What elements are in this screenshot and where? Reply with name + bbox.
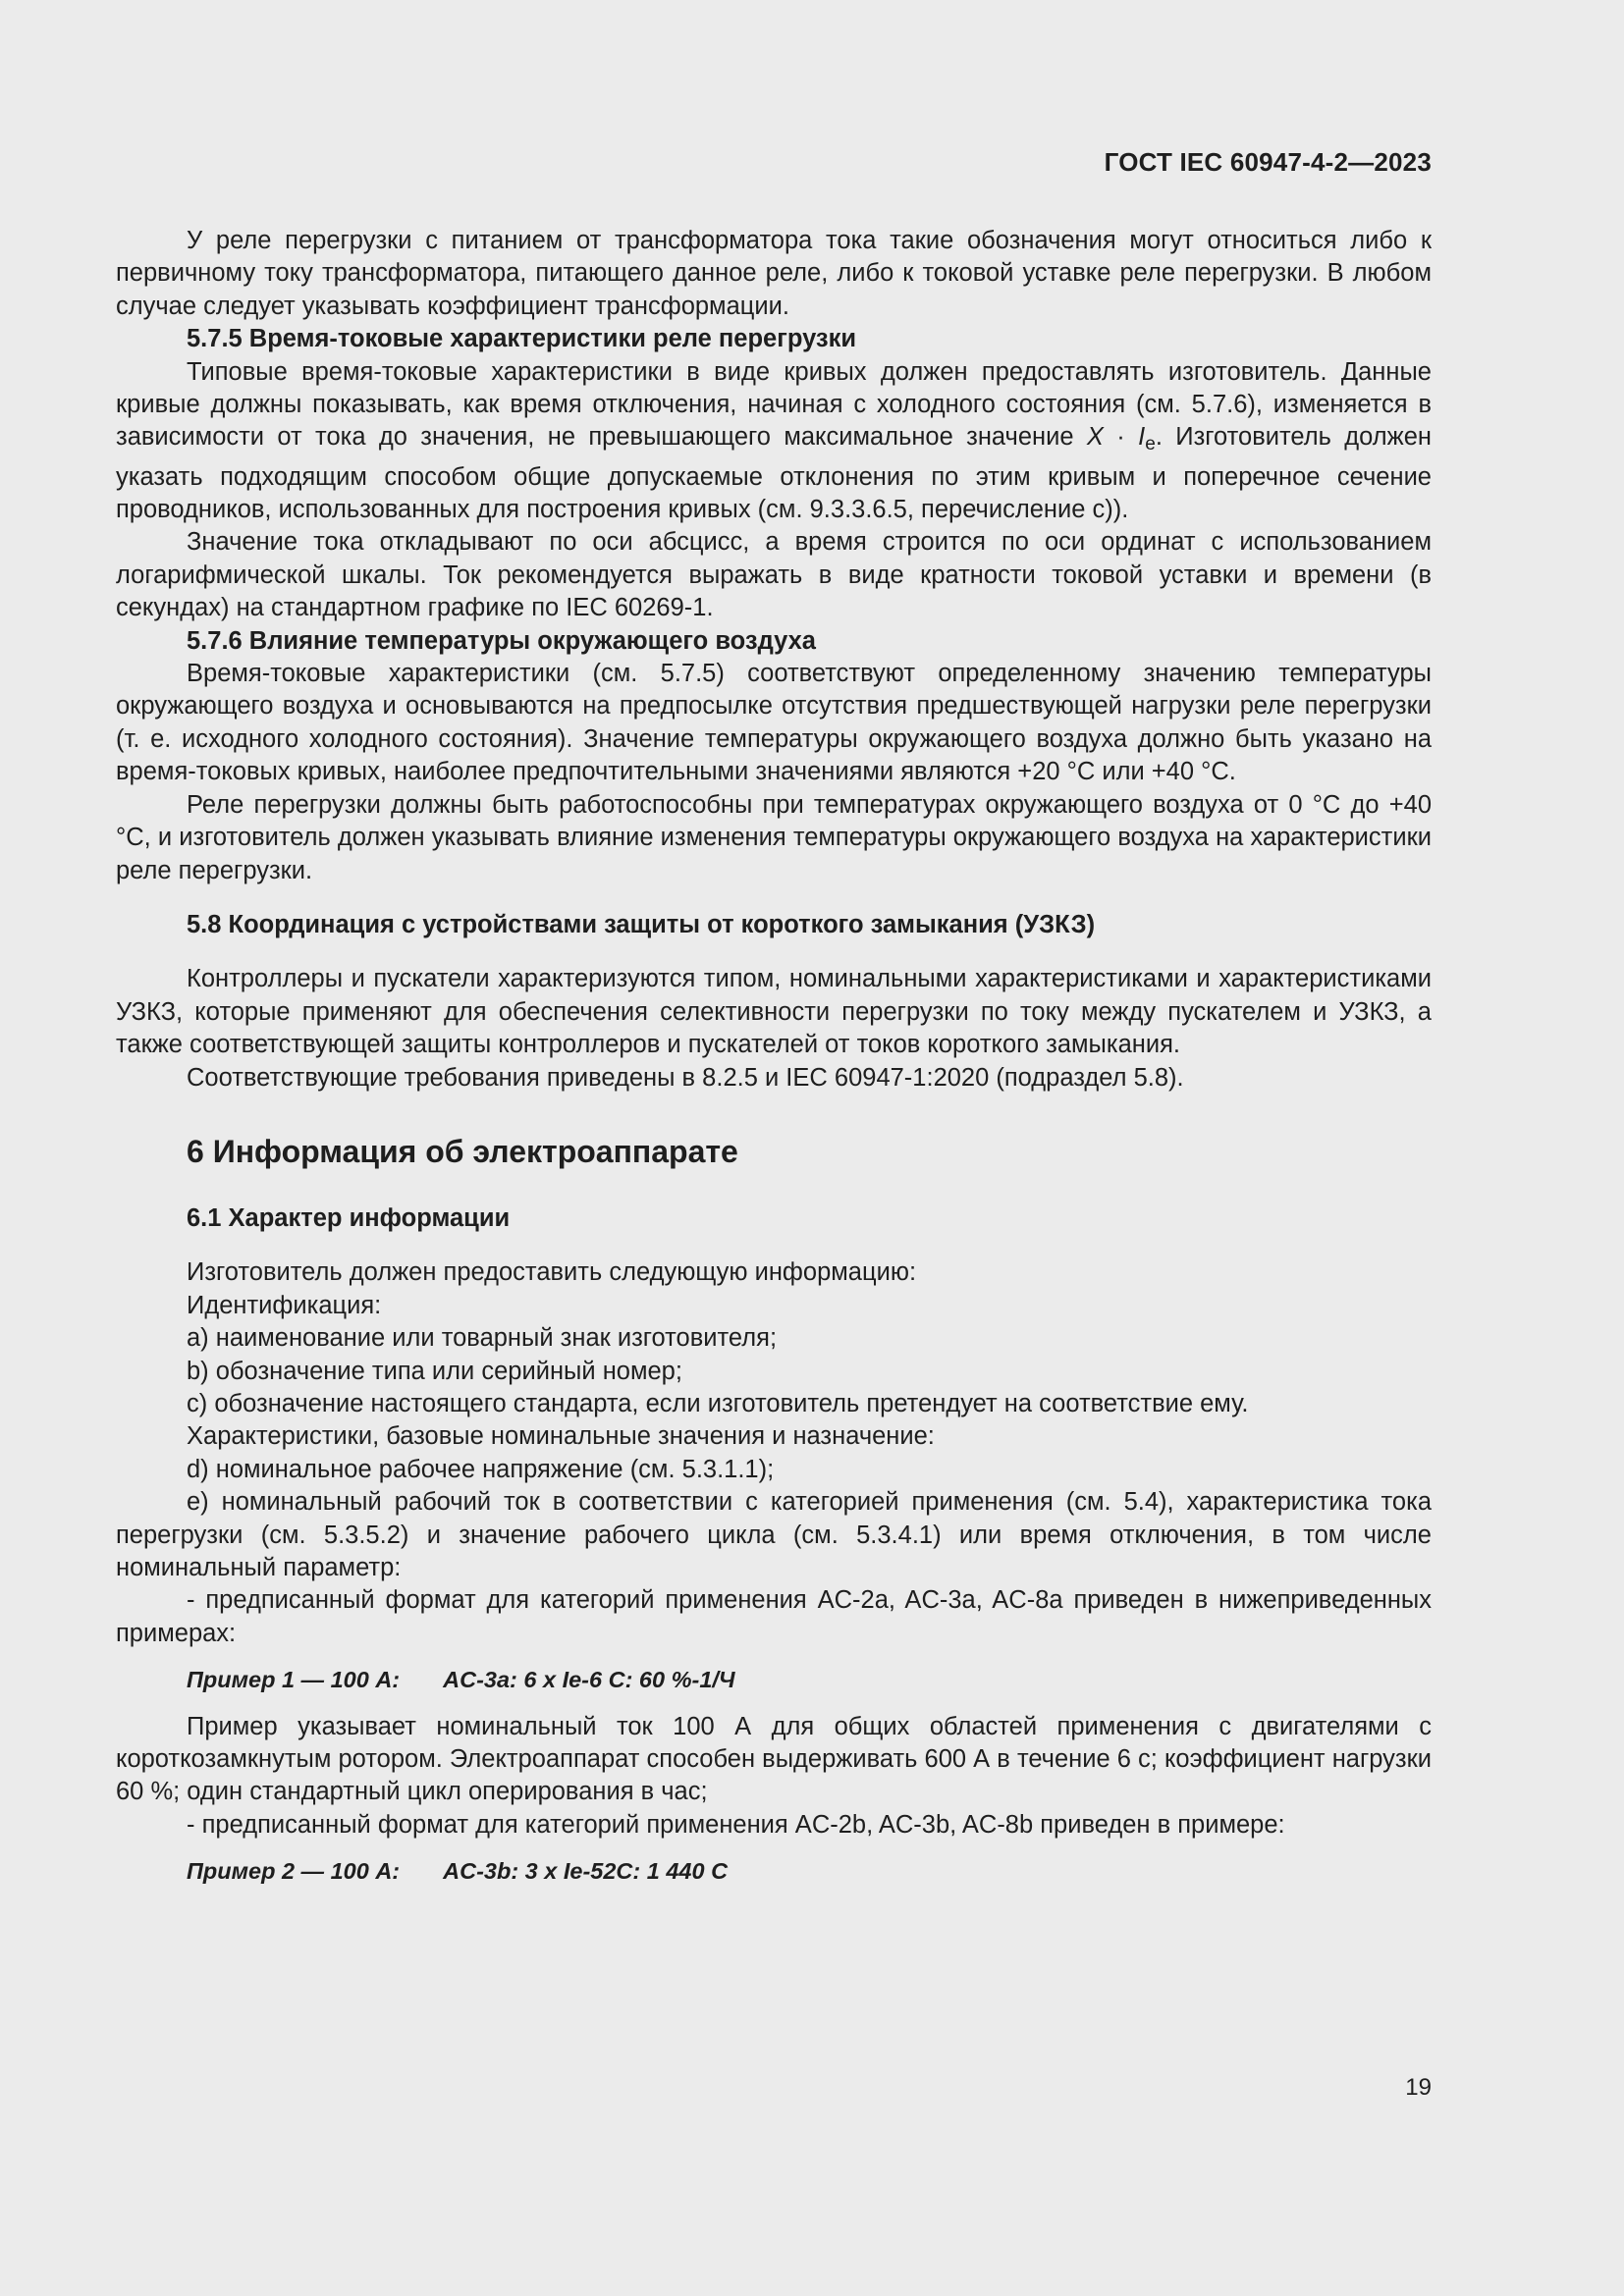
example-1-label: Пример 1 — 100 А: bbox=[187, 1667, 401, 1693]
paragraph-example-explanation: Пример указывает номинальный ток 100 А для общих областей применения с двигателями с короткозамкнутым ротором. Электроаппарат способен выдерживать 600 А в течение 6 с; коэффициент нагрузки 60 %; один стандартный цикл оперирования в час; bbox=[116, 1712, 1432, 1806]
heading-5-8: 5.8 Координация с устройствами защиты от короткого замыкания (УЗКЗ) bbox=[187, 910, 1096, 938]
example-2-label: Пример 2 — 100 А: bbox=[187, 1858, 401, 1885]
heading-6-1: 6.1 Характер информации bbox=[187, 1203, 511, 1232]
paragraph-ambient-temperature: Время-токовые характеристики (см. 5.7.5) соответствуют определенному значению температуры окружающего воздуха и основываются на предпосылке отсутствия предшествующей нагрузки реле перегрузки (т. е. исходного холодного состояния). Значение температуры окружающего воздуха должно быть указано на время-токовых кривых, наиболее предпочтительными значениями являются +20 °C или +40 °C. bbox=[116, 660, 1432, 786]
list-item-e: e) номинальный рабочий ток в соответствии с категорией применения (см. 5.4), характеристика тока перегрузки (см. 5.3.5.2) и значение рабочего цикла (см. 5.3.4.1) или время отключения, в том числе номинальный параметр: bbox=[116, 1488, 1432, 1581]
dash-item-format-b: - предписанный формат для категорий применения AC-2b, AC-3b, AC-8b приведен в примере: bbox=[187, 1810, 1285, 1839]
paragraph-info-intro: Изготовитель должен предоставить следующую информацию: bbox=[187, 1258, 917, 1287]
example-1 bbox=[116, 1664, 1432, 1696]
document-page bbox=[116, 0, 1432, 2296]
paragraph-scpd-coordination: Контроллеры и пускатели характеризуются типом, номинальными характеристиками и характеристиками УЗКЗ, которые применяют для обеспечения селективности перегрузки по току между пускателем и УЗКЗ, а также соответствующей защиты контроллеров и пускателей от токов короткого замыкания. bbox=[116, 965, 1432, 1059]
list-item-a: a) наименование или товарный знак изготовителя; bbox=[187, 1324, 778, 1353]
list-item-b: b) обозначение типа или серийный номер; bbox=[187, 1357, 682, 1385]
formula-dot: · bbox=[1103, 423, 1139, 452]
dash-item-format-a: - предписанный формат для категорий применения AC-2a, AC-3a, AC-8a приведен в нижеприведенных примерах: bbox=[116, 1586, 1432, 1647]
paragraph-identification: Идентификация: bbox=[187, 1291, 382, 1319]
example-1-value: AC-3a: 6 x Ie-6 C: 60 %-1/Ч bbox=[443, 1667, 735, 1693]
document-body bbox=[116, 225, 1432, 1902]
heading-5-7-6: 5.7.6 Влияние температуры окружающего воздуха bbox=[187, 626, 816, 655]
formula-x: X bbox=[1086, 423, 1104, 452]
example-2-value: AC-3b: 3 x Ie-52C: 1 440 C bbox=[443, 1858, 729, 1885]
paragraph-axis-scale: Значение тока откладывают по оси абсцисс, а время строится по оси ординат с использованием логарифмической шкалы. Ток рекомендуется выражать в виде кратности токовой уставки и времени (в секундах) на стандартном графике по IEC 60269-1. bbox=[116, 528, 1432, 622]
list-item-d: d) номинальное рабочее напряжение (см. 5.3.1.1); bbox=[187, 1455, 775, 1483]
paragraph-transformer-note: У реле перегрузки с питанием от трансформатора тока такие обозначения могут относиться либо к первичному току трансформатора, питающего данное реле, либо к токовой уставке реле перегрузки. В любом случае следует указывать коэффициент трансформации. bbox=[116, 227, 1432, 320]
formula-subscript: e bbox=[1145, 434, 1156, 455]
paragraph-time-current-curves bbox=[116, 356, 1432, 527]
paragraph-text: . Изготовитель должен указать подходящим способом общие допускаемые отклонения по этим кривым и поперечное сечение проводников, использованных для построения кривых (см. 9.3.3.6.5, перечисление c)). bbox=[116, 423, 1432, 524]
paragraph-operating-temperature: Реле перегрузки должны быть работоспособны при температурах окружающего воздуха от 0 °C до +40 °C, и изготовитель должен указывать влияние изменения температуры окружающего воздуха на характеристики реле перегрузки. bbox=[116, 790, 1432, 884]
heading-section-6: 6 Информация об электроаппарате bbox=[187, 1133, 738, 1169]
page-number: 19 bbox=[1405, 2074, 1432, 2101]
document-code-header: ГОСТ IEC 60947-4-2—2023 bbox=[1104, 147, 1432, 177]
paragraph-text: Типовые время-токовые характеристики в виде кривых должен предоставлять изготовитель. Данные кривые должны показывать, как время отключения, начиная с холодного состояния (см. 5.7.6), изменяется в зависимости от тока до значения, не превышающего максимальное значение bbox=[116, 357, 1432, 452]
formula-i: I bbox=[1138, 423, 1146, 452]
paragraph-characteristics: Характеристики, базовые номинальные значения и назначение: bbox=[187, 1422, 935, 1451]
list-item-c: c) обозначение настоящего стандарта, если изготовитель претендует на соответствие ему. bbox=[187, 1389, 1249, 1417]
example-2 bbox=[116, 1855, 1432, 1888]
heading-5-7-5: 5.7.5 Время-токовые характеристики реле перегрузки bbox=[187, 325, 857, 353]
paragraph-requirements-ref: Соответствующие требования приведены в 8.2.5 и IEC 60947-1:2020 (подраздел 5.8). bbox=[187, 1063, 1184, 1092]
